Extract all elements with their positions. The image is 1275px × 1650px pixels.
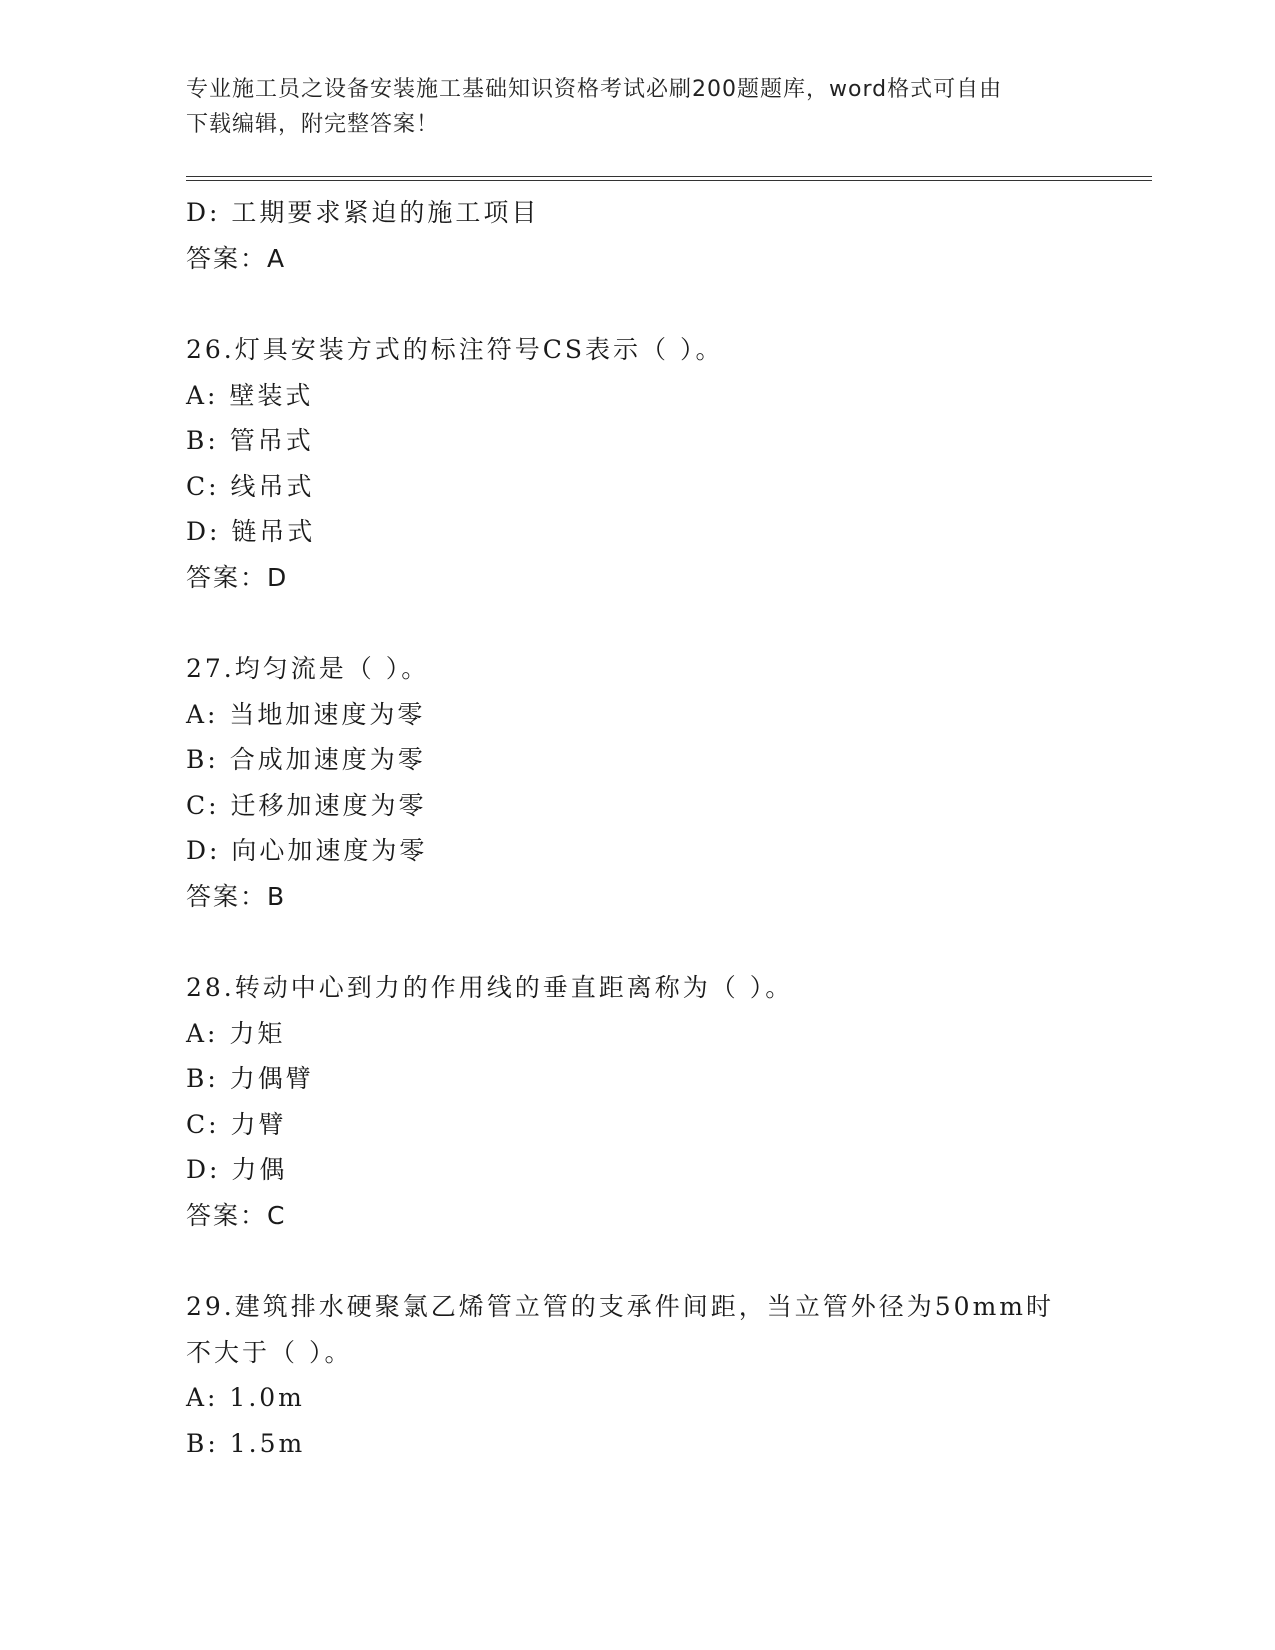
answer-label: 答案： <box>186 1200 268 1230</box>
answer-value: A <box>267 243 285 273</box>
document-header <box>186 72 1066 142</box>
option-d: D: 工期要求紧迫的施工项目 <box>186 198 540 227</box>
answer-line <box>186 236 1106 282</box>
option-d: D: 力偶 <box>186 1155 288 1184</box>
spacer <box>186 1238 1106 1284</box>
option-c: C: 线吊式 <box>186 471 315 501</box>
answer-label: 答案： <box>186 243 268 273</box>
option-a: A: 力矩 <box>186 1018 286 1048</box>
header-title-line-2: 下载编辑，附完整答案！ <box>186 112 440 137</box>
option-a: A: 当地加速度为零 <box>186 699 426 729</box>
answer-line <box>186 1193 1106 1239</box>
option-a: A: 1.0m <box>186 1383 305 1412</box>
option-b: B: 力偶臂 <box>186 1064 314 1093</box>
spacer <box>186 919 1106 965</box>
question-27 <box>186 646 1106 919</box>
answer-line <box>186 874 1106 920</box>
option-a: A: 壁装式 <box>186 380 314 410</box>
question-stem-line-1: 29.建筑排水硬聚氯乙烯管立管的支承件间距，当立管外径为50mm时 <box>186 1292 1054 1321</box>
question-26 <box>186 327 1106 600</box>
spacer <box>186 600 1106 646</box>
option-b: B: 1.5m <box>186 1428 306 1458</box>
question-29 <box>186 1284 1106 1466</box>
answer-line <box>186 555 1106 601</box>
answer-value: D <box>267 562 287 592</box>
answer-label: 答案： <box>186 562 268 592</box>
option-b: B: 管吊式 <box>186 426 314 455</box>
answer-label: 答案： <box>186 881 268 911</box>
header-double-rule <box>186 176 1152 181</box>
question-stem: 27.均匀流是（ ）。 <box>186 654 430 683</box>
question-list <box>186 190 1106 1466</box>
question-stem-line-2: 不大于（ ）。 <box>186 1337 353 1367</box>
option-c: C: 迁移加速度为零 <box>186 790 427 820</box>
spacer <box>186 281 1106 327</box>
answer-value: B <box>267 881 285 911</box>
question-stem: 28.转动中心到力的作用线的垂直距离称为（ ）。 <box>186 973 794 1002</box>
question-28 <box>186 965 1106 1238</box>
question-stem: 26.灯具安装方式的标注符号CS表示（ ）。 <box>186 335 724 364</box>
header-title-line-1: 专业施工员之设备安装施工基础知识资格考试必刷200题题库，word格式可自由 <box>186 77 1003 102</box>
option-d: D: 链吊式 <box>186 517 316 546</box>
answer-value: C <box>267 1200 285 1230</box>
option-d: D: 向心加速度为零 <box>186 836 428 865</box>
option-b: B: 合成加速度为零 <box>186 745 426 774</box>
option-c: C: 力臂 <box>186 1109 287 1139</box>
